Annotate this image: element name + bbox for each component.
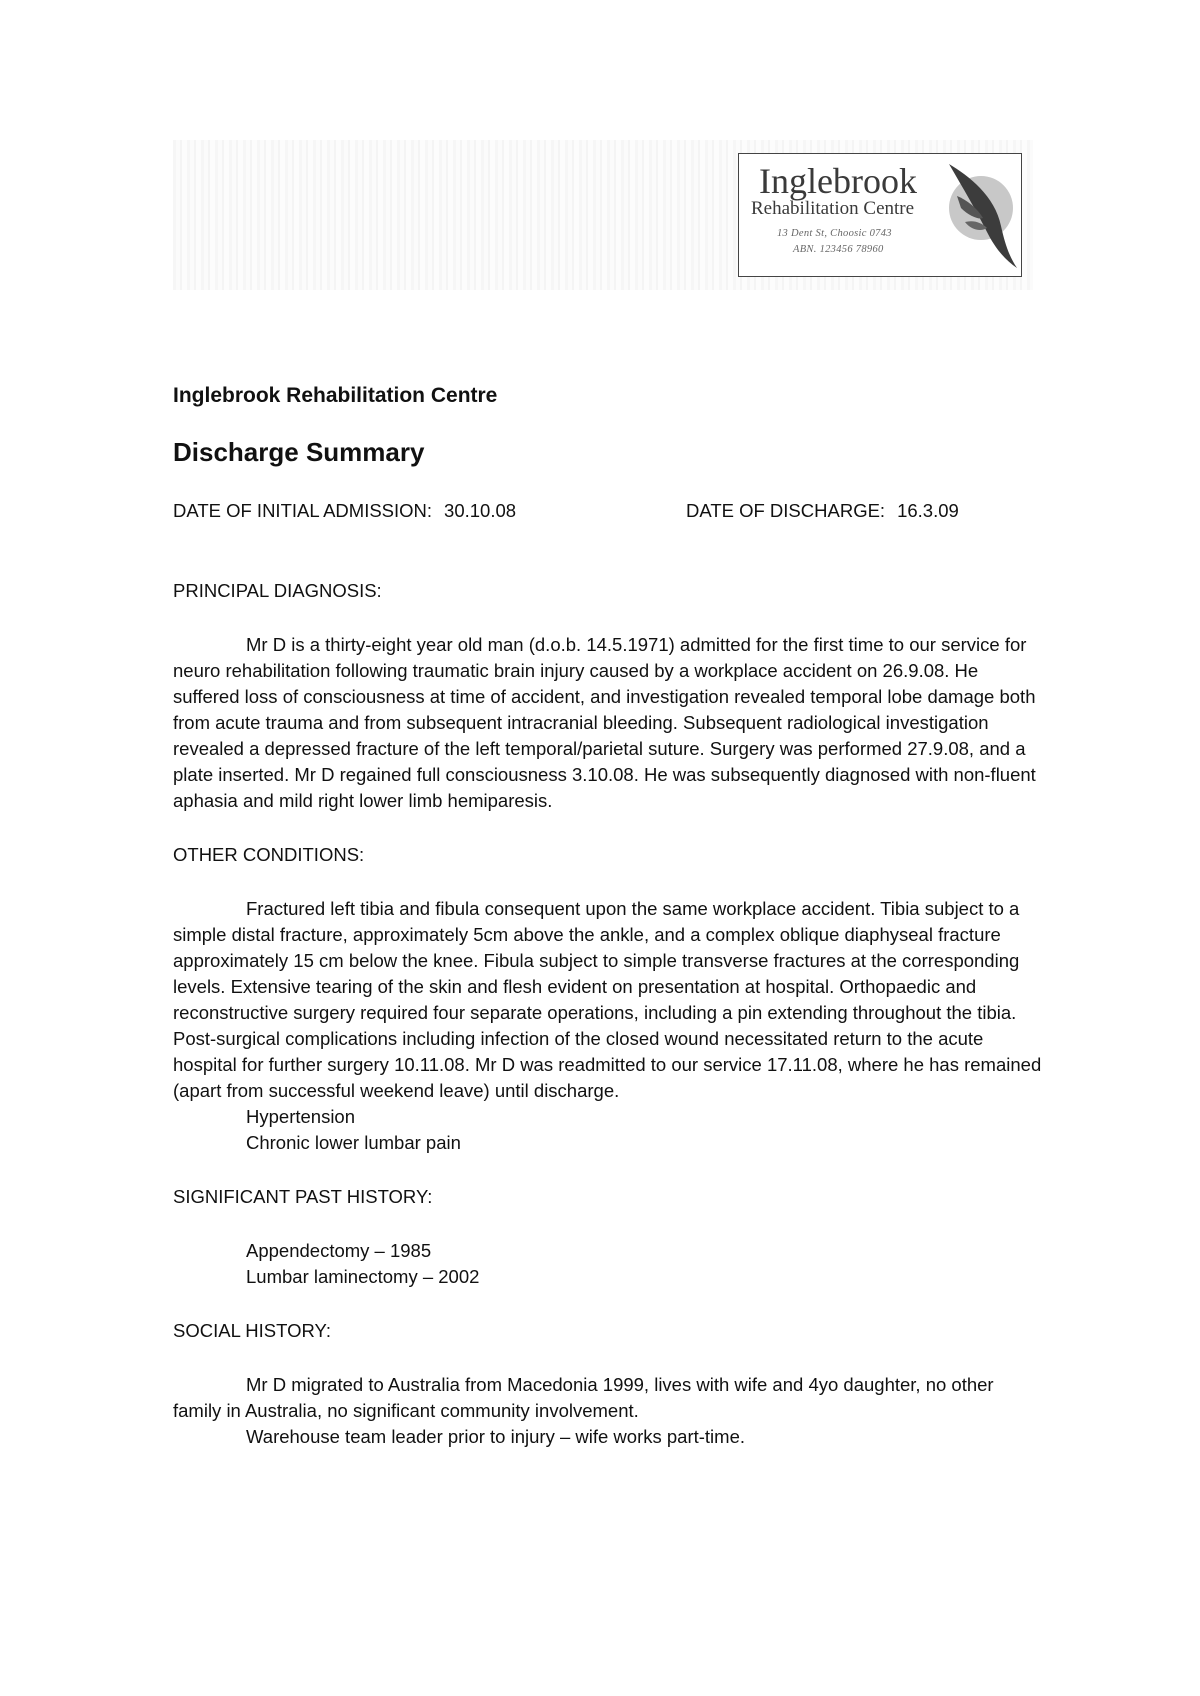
logo-name: Inglebrook — [759, 161, 917, 201]
social-history-heading: SOCIAL HISTORY: — [173, 1320, 331, 1341]
social-history-item: Warehouse team leader prior to injury – wife works part-time. — [246, 1426, 746, 1447]
organization-name: Inglebrook Rehabilitation Centre — [173, 384, 498, 407]
logo-address — [777, 226, 927, 258]
leaf-hand-emblem-icon — [929, 156, 1019, 274]
logo-address-line2: ABN. 123456 78960 — [793, 244, 884, 255]
letterhead-logo — [738, 153, 1022, 277]
condition-item: Hypertension — [246, 1106, 356, 1127]
document-title: Discharge Summary — [173, 437, 425, 467]
principal-diagnosis-heading: PRINCIPAL DIAGNOSIS: — [173, 580, 382, 601]
past-history-item: Lumbar laminectomy – 2002 — [246, 1266, 480, 1287]
principal-diagnosis-text: Mr D is a thirty-eight year old man (d.o.b. 14.5.1971) admitted for the first time to our service for neuro rehabilitation following traumatic brain injury caused by a workplace accident on 26.9.08. He suffered loss of consciousness at time of accident, and investigation revealed temporal lobe damage both from acute trauma and from subsequent intracranial bleeding. Subsequent radiological investigation revealed a depressed fracture of the left temporal/parietal suture. Surgery was performed 27.9.08, and a plate inserted. Mr D regained full consciousness 3.10.08. He was subsequently diagnosed with non-fluent aphasia and mild right lower limb hemiparesis. — [173, 634, 1036, 811]
document-body — [173, 578, 1043, 1450]
discharge-date — [686, 500, 959, 522]
past-history-heading: SIGNIFICANT PAST HISTORY: — [173, 1186, 433, 1207]
discharge-label: DATE OF DISCHARGE: — [686, 500, 886, 521]
logo-subtitle: Rehabilitation Centre — [751, 198, 915, 219]
discharge-value: 16.3.09 — [897, 500, 959, 521]
admission-date — [173, 500, 516, 521]
social-history-text: Mr D migrated to Australia from Macedonia 1999, lives with wife and 4yo daughter, no other family in Australia, no significant community involvement. — [173, 1374, 994, 1421]
past-history-item: Appendectomy – 1985 — [246, 1240, 432, 1261]
condition-item: Chronic lower lumbar pain — [246, 1132, 461, 1153]
logo-address-line1: 13 Dent St, Choosic 0743 — [777, 228, 892, 239]
admission-value: 30.10.08 — [444, 500, 517, 521]
dates-row — [173, 500, 1073, 522]
other-conditions-heading: OTHER CONDITIONS: — [173, 844, 365, 865]
admission-label: DATE OF INITIAL ADMISSION: — [173, 500, 433, 521]
other-conditions-text: Fractured left tibia and fibula consequent upon the same workplace accident. Tibia subject to a simple distal fracture, approximately 5cm above the ankle, and a complex oblique diaphyseal fracture approximately 15 cm below the knee. Fibula subject to simple transverse fractures at the corresponding levels. Extensive tearing of the skin and flesh evident on presentation at hospital. Orthopaedic and reconstructive surgery required four separate operations, including a pin extending throughout the tibia. Post-surgical complications including infection of the closed wound necessitated return to the acute hospital for further surgery 10.11.08. Mr D was readmitted to our service 17.11.08, where he has remained (apart from successful weekend leave) until discharge. — [173, 898, 1042, 1101]
